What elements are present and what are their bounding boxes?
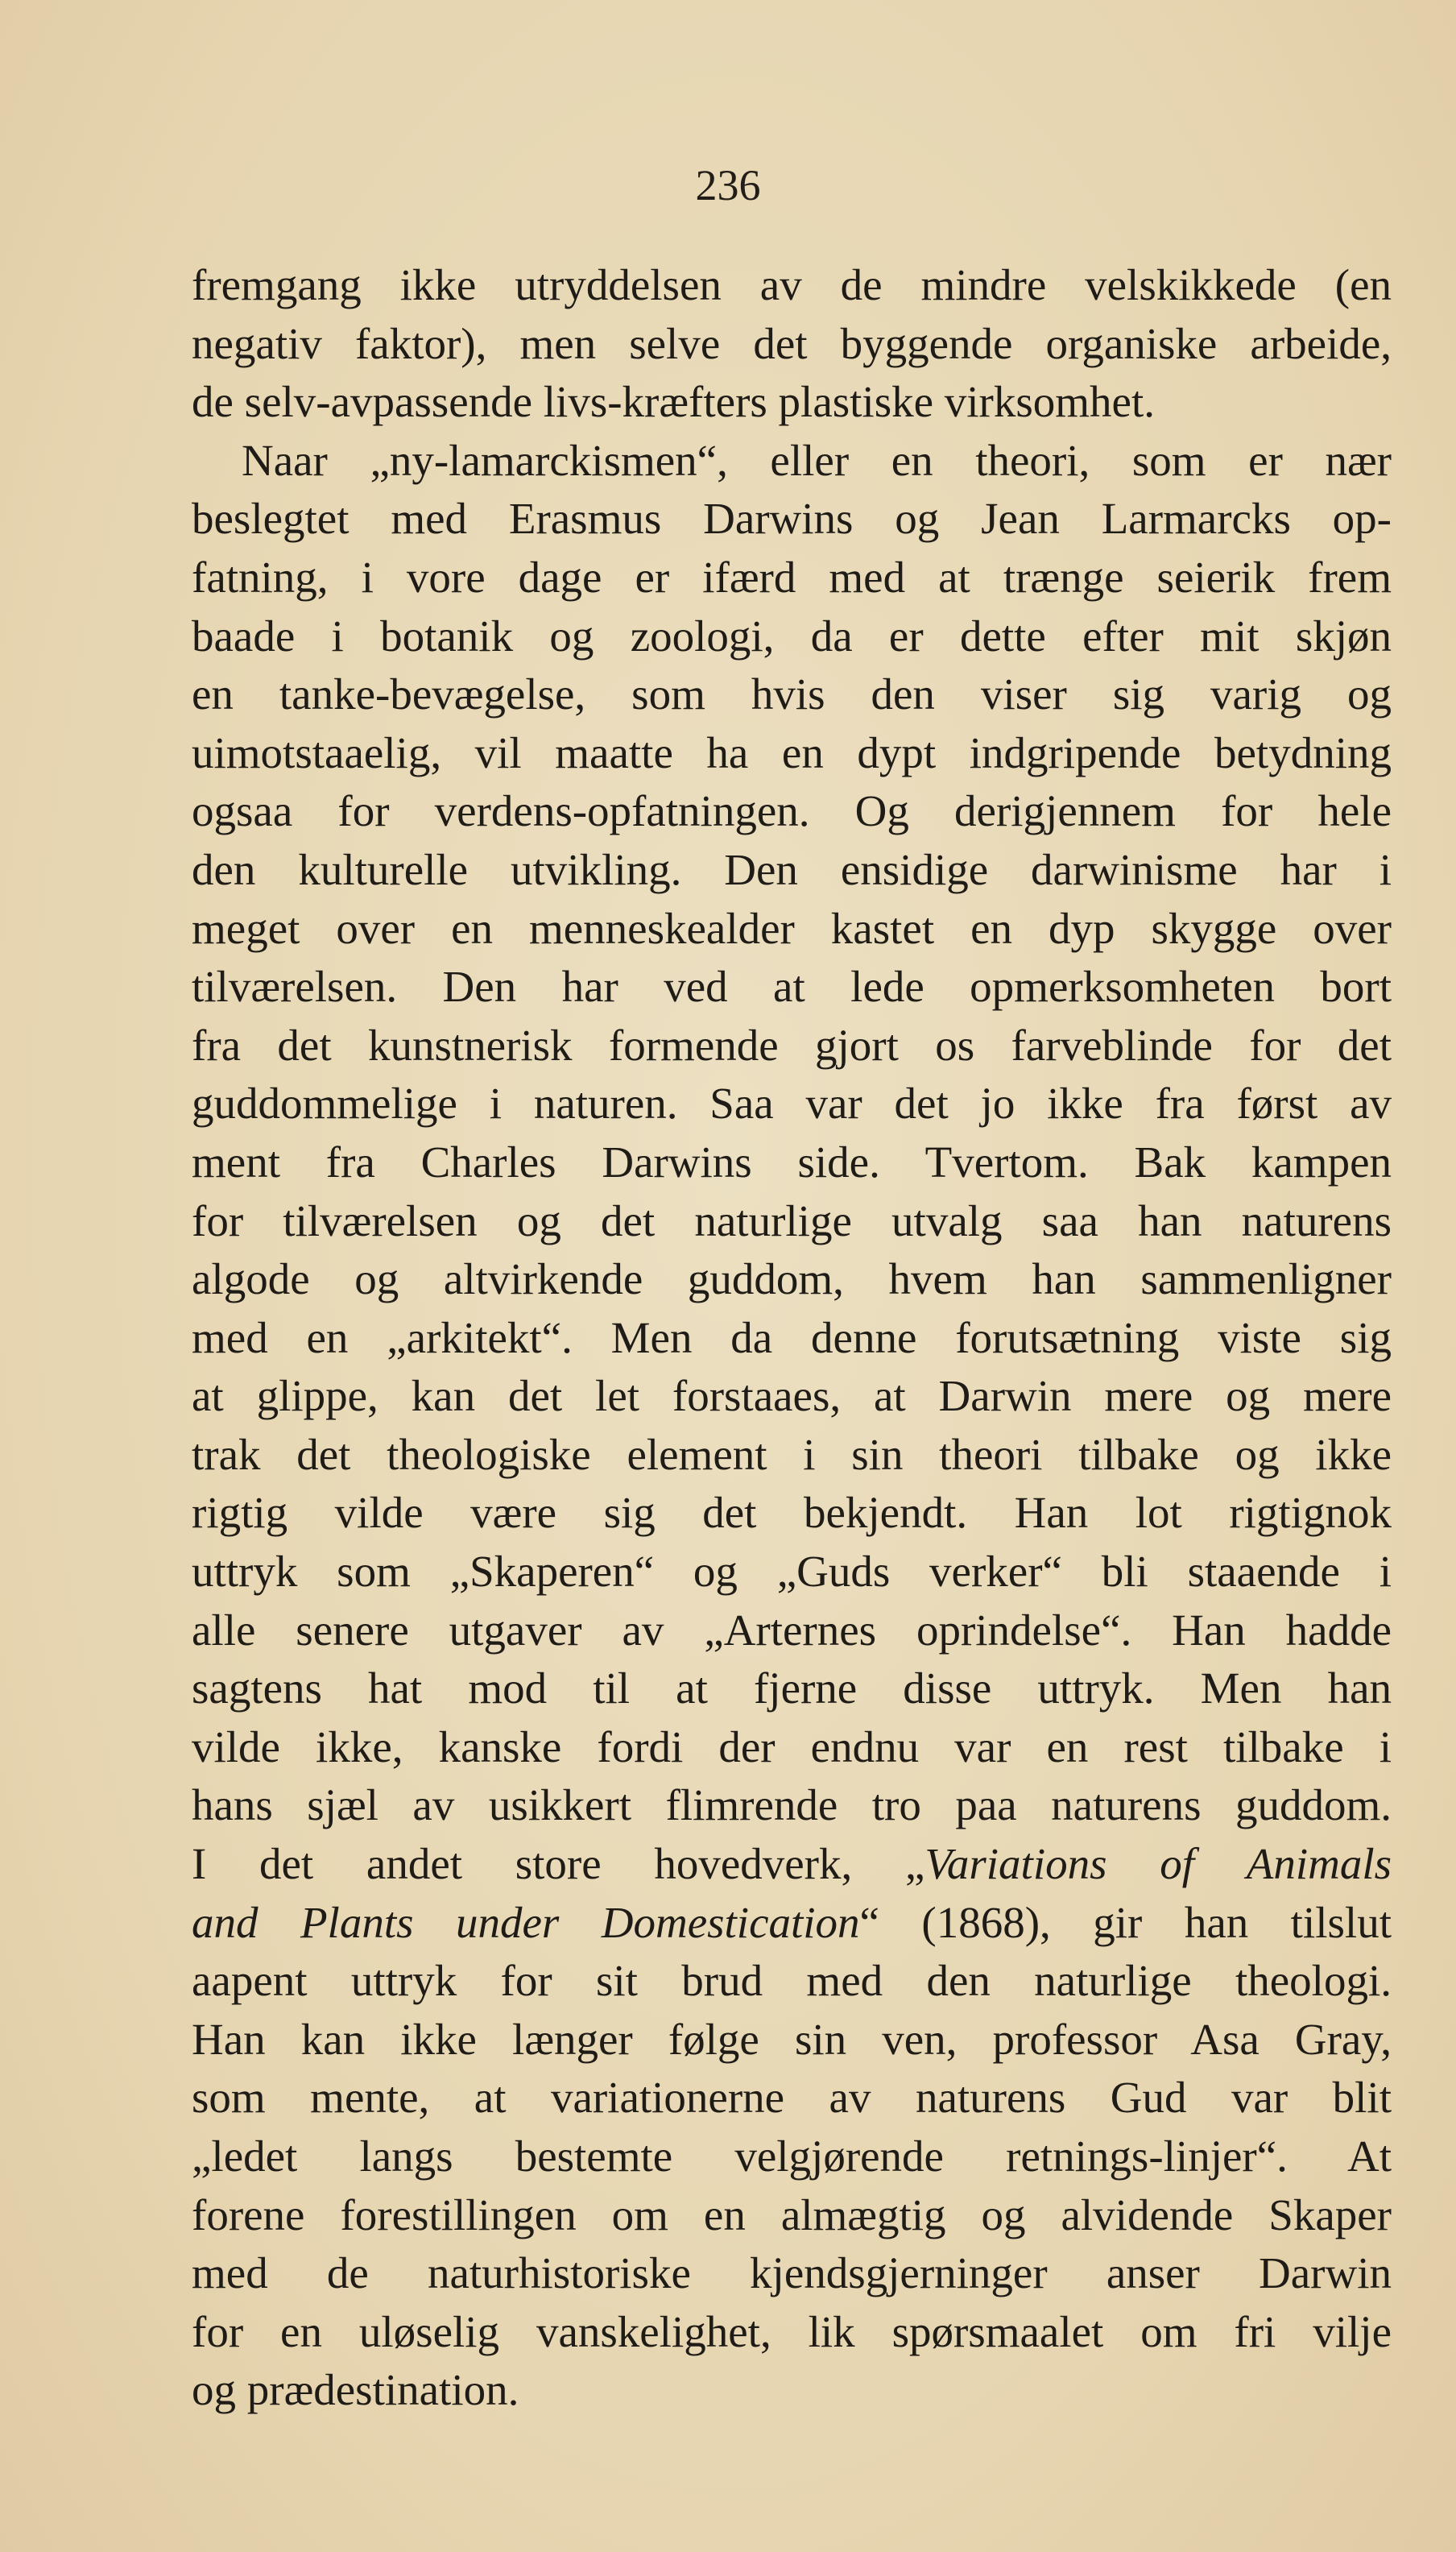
text-line-with-title bbox=[192, 1894, 1392, 1953]
text-line: vilde ikke, kanske fordi der endnu var en rest tilbake i bbox=[192, 1721, 1392, 1771]
text-segment: I det andet store hovedverk, „ bbox=[192, 1839, 925, 1889]
book-title-segment: Variations of Animals bbox=[924, 1839, 1392, 1889]
text-line: algode og altvirkende guddom, hvem han sammenligner bbox=[192, 1254, 1392, 1304]
text-segment: “ (1868), gir han tilslut bbox=[859, 1897, 1392, 1947]
text-line: tilværelsen. Den har ved at lede opmerksomheten bort bbox=[192, 962, 1392, 1012]
text-line: uttryk som „Skaperen“ og „Guds verker“ bli staaende i bbox=[192, 1547, 1392, 1597]
text-line: og prædestination. bbox=[192, 2365, 519, 2415]
text-line: fremgang ikke utryddelsen av de mindre velskikkede (en bbox=[192, 260, 1392, 309]
text-line: aapent uttryk for sit brud med den naturlige theologi. bbox=[192, 1956, 1392, 2006]
text-line: forene forestillingen om en almægtig og alvidende Skaper bbox=[192, 2190, 1392, 2239]
text-line: sagtens hat mod til at fjerne disse uttryk. Men han bbox=[192, 1663, 1392, 1713]
body-text bbox=[192, 256, 1392, 2420]
text-line: som mente, at variationerne av naturens Gud var blit bbox=[192, 2073, 1392, 2123]
text-line: den kulturelle utvikling. Den ensidige darwinisme har i bbox=[192, 844, 1392, 894]
text-line: ogsaa for verdens-opfatningen. Og derigjennem for hele bbox=[192, 786, 1392, 836]
book-title-segment: and Plants under Domestication bbox=[192, 1897, 860, 1947]
text-line: at glippe, kan det let forstaaes, at Darwin mere og mere bbox=[192, 1371, 1392, 1421]
paragraph-first-line: Naar „ny-lamarckismen“, eller en theori, som er nær bbox=[242, 435, 1392, 485]
text-line: negativ faktor), men selve det byggende organiske arbeide, bbox=[192, 318, 1392, 368]
text-line: ment fra Charles Darwins side. Tvertom. Bak kampen bbox=[192, 1137, 1392, 1187]
text-line: Han kan ikke længer følge sin ven, professor Asa Gray, bbox=[192, 2014, 1392, 2064]
page-number: 236 bbox=[695, 161, 761, 209]
text-line: fra det kunstnerisk formende gjort os farveblinde for det bbox=[192, 1020, 1392, 1070]
text-line: med en „arkitekt“. Men da denne forutsætning viste sig bbox=[192, 1312, 1392, 1362]
text-line: „ledet langs bestemte velgjørende retnings-linjer“. At bbox=[192, 2132, 1392, 2181]
text-line: beslegtet med Erasmus Darwins og Jean Larmarcks op- bbox=[192, 494, 1392, 544]
text-line: meget over en menneskealder kastet en dyp skygge over bbox=[192, 903, 1392, 953]
text-line: med de naturhistoriske kjendsgjerninger anser Darwin bbox=[192, 2248, 1392, 2298]
text-line: baade i botanik og zoologi, da er dette efter mit skjøn bbox=[192, 611, 1392, 661]
text-line: en tanke-bevægelse, som hvis den viser sig varig og bbox=[192, 669, 1392, 719]
text-line: rigtig vilde være sig det bekjendt. Han lot rigtignok bbox=[192, 1488, 1392, 1538]
text-line: trak det theologiske element i sin theori tilbake og ikke bbox=[192, 1429, 1392, 1479]
text-line: fatning, i vore dage er ifærd med at trænge seierik frem bbox=[192, 552, 1392, 602]
text-line: alle senere utgaver av „Arternes oprindelse“. Han hadde bbox=[192, 1605, 1392, 1655]
text-line: guddommelige i naturen. Saa var det jo ikke fra først av bbox=[192, 1079, 1392, 1129]
text-line: for en uløselig vanskelighet, lik spørsmaalet om fri vilje bbox=[192, 2306, 1392, 2356]
text-line: hans sjæl av usikkert flimrende tro paa naturens guddom. bbox=[192, 1780, 1392, 1830]
text-line: for tilværelsen og det naturlige utvalg saa han naturens bbox=[192, 1195, 1392, 1245]
text-line-with-title bbox=[192, 1835, 1392, 1894]
text-line: uimotstaaelig, vil maatte ha en dypt indgripende betydning bbox=[192, 727, 1392, 777]
text-line: de selv-avpassende livs-kræfters plastiske virksomhet. bbox=[192, 377, 1155, 427]
